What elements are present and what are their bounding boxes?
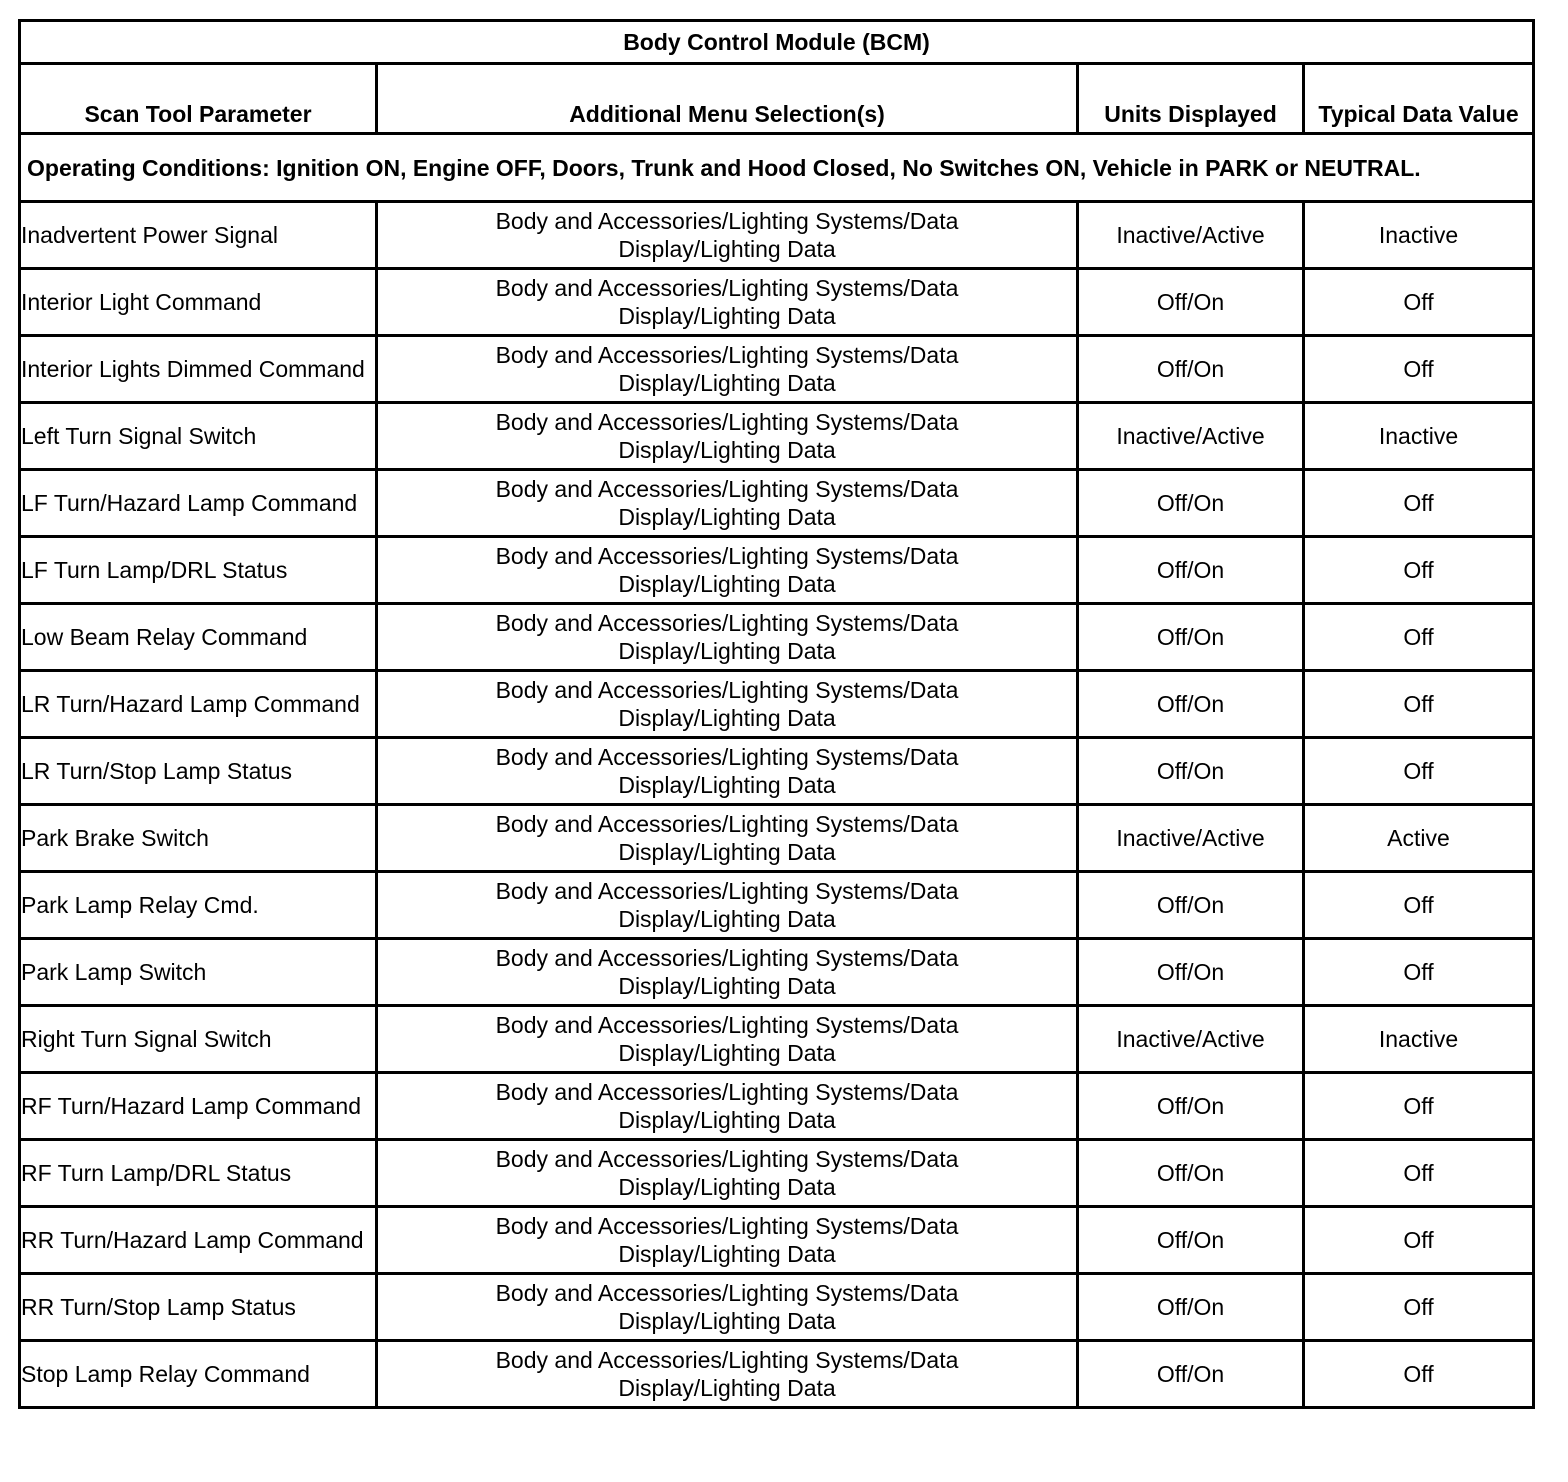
cell-menu-selection bbox=[377, 671, 1078, 738]
table-row bbox=[20, 336, 1534, 403]
menu-selection-text: Body and Accessories/Lighting Systems/Data Display/Lighting Data bbox=[495, 1280, 959, 1334]
table-row bbox=[20, 738, 1534, 805]
table-body bbox=[20, 134, 1534, 1408]
cell-typical-data-value: Off bbox=[1304, 1341, 1534, 1408]
operating-conditions-row bbox=[20, 134, 1534, 202]
cell-menu-selection bbox=[377, 1073, 1078, 1140]
cell-scan-tool-parameter: LR Turn/Hazard Lamp Command bbox=[20, 671, 377, 738]
cell-units-displayed: Off/On bbox=[1078, 1140, 1304, 1207]
cell-typical-data-value: Off bbox=[1304, 269, 1534, 336]
cell-menu-selection bbox=[377, 939, 1078, 1006]
table-row bbox=[20, 1073, 1534, 1140]
cell-units-displayed: Off/On bbox=[1078, 671, 1304, 738]
cell-menu-selection bbox=[377, 872, 1078, 939]
cell-scan-tool-parameter: RR Turn/Stop Lamp Status bbox=[20, 1274, 377, 1341]
cell-units-displayed: Inactive/Active bbox=[1078, 1006, 1304, 1073]
cell-units-displayed: Off/On bbox=[1078, 1341, 1304, 1408]
table-row bbox=[20, 604, 1534, 671]
cell-menu-selection bbox=[377, 1207, 1078, 1274]
cell-typical-data-value: Off bbox=[1304, 939, 1534, 1006]
menu-selection-text: Body and Accessories/Lighting Systems/Data Display/Lighting Data bbox=[495, 1213, 959, 1267]
menu-selection-text: Body and Accessories/Lighting Systems/Data Display/Lighting Data bbox=[495, 744, 959, 798]
cell-units-displayed: Inactive/Active bbox=[1078, 805, 1304, 872]
menu-selection-text: Body and Accessories/Lighting Systems/Data Display/Lighting Data bbox=[495, 208, 959, 262]
bcm-data-table bbox=[18, 19, 1535, 1409]
cell-units-displayed: Off/On bbox=[1078, 1207, 1304, 1274]
menu-selection-text: Body and Accessories/Lighting Systems/Data Display/Lighting Data bbox=[495, 1347, 959, 1401]
cell-units-displayed: Inactive/Active bbox=[1078, 202, 1304, 269]
cell-menu-selection bbox=[377, 470, 1078, 537]
cell-scan-tool-parameter: Low Beam Relay Command bbox=[20, 604, 377, 671]
cell-scan-tool-parameter: Inadvertent Power Signal bbox=[20, 202, 377, 269]
column-header-row bbox=[20, 64, 1534, 134]
cell-menu-selection bbox=[377, 1341, 1078, 1408]
menu-selection-text: Body and Accessories/Lighting Systems/Data Display/Lighting Data bbox=[495, 1146, 959, 1200]
cell-typical-data-value: Off bbox=[1304, 872, 1534, 939]
cell-scan-tool-parameter: Left Turn Signal Switch bbox=[20, 403, 377, 470]
cell-units-displayed: Off/On bbox=[1078, 604, 1304, 671]
cell-scan-tool-parameter: RF Turn Lamp/DRL Status bbox=[20, 1140, 377, 1207]
cell-scan-tool-parameter: LF Turn Lamp/DRL Status bbox=[20, 537, 377, 604]
table-row bbox=[20, 671, 1534, 738]
table-row bbox=[20, 1274, 1534, 1341]
cell-typical-data-value: Active bbox=[1304, 805, 1534, 872]
table-row bbox=[20, 1207, 1534, 1274]
table-row bbox=[20, 1341, 1534, 1408]
cell-typical-data-value: Off bbox=[1304, 671, 1534, 738]
menu-selection-text: Body and Accessories/Lighting Systems/Data Display/Lighting Data bbox=[495, 1012, 959, 1066]
cell-menu-selection bbox=[377, 403, 1078, 470]
table-row bbox=[20, 805, 1534, 872]
cell-menu-selection bbox=[377, 604, 1078, 671]
cell-units-displayed: Off/On bbox=[1078, 269, 1304, 336]
cell-scan-tool-parameter: Interior Light Command bbox=[20, 269, 377, 336]
header-scan-tool-parameter: Scan Tool Parameter bbox=[20, 64, 377, 134]
cell-units-displayed: Off/On bbox=[1078, 1274, 1304, 1341]
cell-typical-data-value: Off bbox=[1304, 738, 1534, 805]
cell-typical-data-value: Off bbox=[1304, 1140, 1534, 1207]
table-row bbox=[20, 1140, 1534, 1207]
menu-selection-text: Body and Accessories/Lighting Systems/Data Display/Lighting Data bbox=[495, 543, 959, 597]
cell-menu-selection bbox=[377, 738, 1078, 805]
cell-typical-data-value: Inactive bbox=[1304, 1006, 1534, 1073]
cell-scan-tool-parameter: Interior Lights Dimmed Command bbox=[20, 336, 377, 403]
cell-scan-tool-parameter: Park Lamp Relay Cmd. bbox=[20, 872, 377, 939]
cell-menu-selection bbox=[377, 202, 1078, 269]
cell-units-displayed: Off/On bbox=[1078, 470, 1304, 537]
table-title: Body Control Module (BCM) bbox=[20, 21, 1534, 64]
cell-scan-tool-parameter: Park Lamp Switch bbox=[20, 939, 377, 1006]
cell-menu-selection bbox=[377, 336, 1078, 403]
cell-units-displayed: Off/On bbox=[1078, 336, 1304, 403]
cell-scan-tool-parameter: RF Turn/Hazard Lamp Command bbox=[20, 1073, 377, 1140]
menu-selection-text: Body and Accessories/Lighting Systems/Data Display/Lighting Data bbox=[495, 677, 959, 731]
cell-units-displayed: Inactive/Active bbox=[1078, 403, 1304, 470]
menu-selection-text: Body and Accessories/Lighting Systems/Data Display/Lighting Data bbox=[495, 610, 959, 664]
table-row bbox=[20, 403, 1534, 470]
cell-menu-selection bbox=[377, 1140, 1078, 1207]
table-row bbox=[20, 1006, 1534, 1073]
cell-scan-tool-parameter: Right Turn Signal Switch bbox=[20, 1006, 377, 1073]
cell-typical-data-value: Off bbox=[1304, 604, 1534, 671]
menu-selection-text: Body and Accessories/Lighting Systems/Data Display/Lighting Data bbox=[495, 476, 959, 530]
table-title-row bbox=[20, 21, 1534, 64]
cell-units-displayed: Off/On bbox=[1078, 872, 1304, 939]
cell-typical-data-value: Off bbox=[1304, 1274, 1534, 1341]
cell-menu-selection bbox=[377, 1274, 1078, 1341]
table-row bbox=[20, 269, 1534, 336]
table-row bbox=[20, 470, 1534, 537]
menu-selection-text: Body and Accessories/Lighting Systems/Data Display/Lighting Data bbox=[495, 878, 959, 932]
menu-selection-text: Body and Accessories/Lighting Systems/Data Display/Lighting Data bbox=[495, 275, 959, 329]
table-row bbox=[20, 537, 1534, 604]
table-row bbox=[20, 872, 1534, 939]
header-additional-menu-selections: Additional Menu Selection(s) bbox=[377, 64, 1078, 134]
header-units-displayed: Units Displayed bbox=[1078, 64, 1304, 134]
cell-typical-data-value: Inactive bbox=[1304, 202, 1534, 269]
cell-typical-data-value: Off bbox=[1304, 470, 1534, 537]
cell-menu-selection bbox=[377, 805, 1078, 872]
cell-typical-data-value: Inactive bbox=[1304, 403, 1534, 470]
cell-menu-selection bbox=[377, 269, 1078, 336]
menu-selection-text: Body and Accessories/Lighting Systems/Data Display/Lighting Data bbox=[495, 342, 959, 396]
menu-selection-text: Body and Accessories/Lighting Systems/Data Display/Lighting Data bbox=[495, 811, 959, 865]
cell-units-displayed: Off/On bbox=[1078, 738, 1304, 805]
cell-menu-selection bbox=[377, 537, 1078, 604]
cell-typical-data-value: Off bbox=[1304, 1207, 1534, 1274]
cell-typical-data-value: Off bbox=[1304, 537, 1534, 604]
cell-scan-tool-parameter: LR Turn/Stop Lamp Status bbox=[20, 738, 377, 805]
menu-selection-text: Body and Accessories/Lighting Systems/Data Display/Lighting Data bbox=[495, 1079, 959, 1133]
table-row bbox=[20, 939, 1534, 1006]
cell-scan-tool-parameter: RR Turn/Hazard Lamp Command bbox=[20, 1207, 377, 1274]
cell-typical-data-value: Off bbox=[1304, 336, 1534, 403]
cell-units-displayed: Off/On bbox=[1078, 537, 1304, 604]
table-row bbox=[20, 202, 1534, 269]
cell-scan-tool-parameter: Park Brake Switch bbox=[20, 805, 377, 872]
cell-scan-tool-parameter: LF Turn/Hazard Lamp Command bbox=[20, 470, 377, 537]
cell-scan-tool-parameter: Stop Lamp Relay Command bbox=[20, 1341, 377, 1408]
header-typical-data-value: Typical Data Value bbox=[1304, 64, 1534, 134]
operating-conditions: Operating Conditions: Ignition ON, Engine OFF, Doors, Trunk and Hood Closed, No Switches ON, Vehicle in PARK or NEUTRAL. bbox=[20, 134, 1534, 202]
cell-typical-data-value: Off bbox=[1304, 1073, 1534, 1140]
menu-selection-text: Body and Accessories/Lighting Systems/Data Display/Lighting Data bbox=[495, 409, 959, 463]
cell-menu-selection bbox=[377, 1006, 1078, 1073]
menu-selection-text: Body and Accessories/Lighting Systems/Data Display/Lighting Data bbox=[495, 945, 959, 999]
cell-units-displayed: Off/On bbox=[1078, 1073, 1304, 1140]
cell-units-displayed: Off/On bbox=[1078, 939, 1304, 1006]
